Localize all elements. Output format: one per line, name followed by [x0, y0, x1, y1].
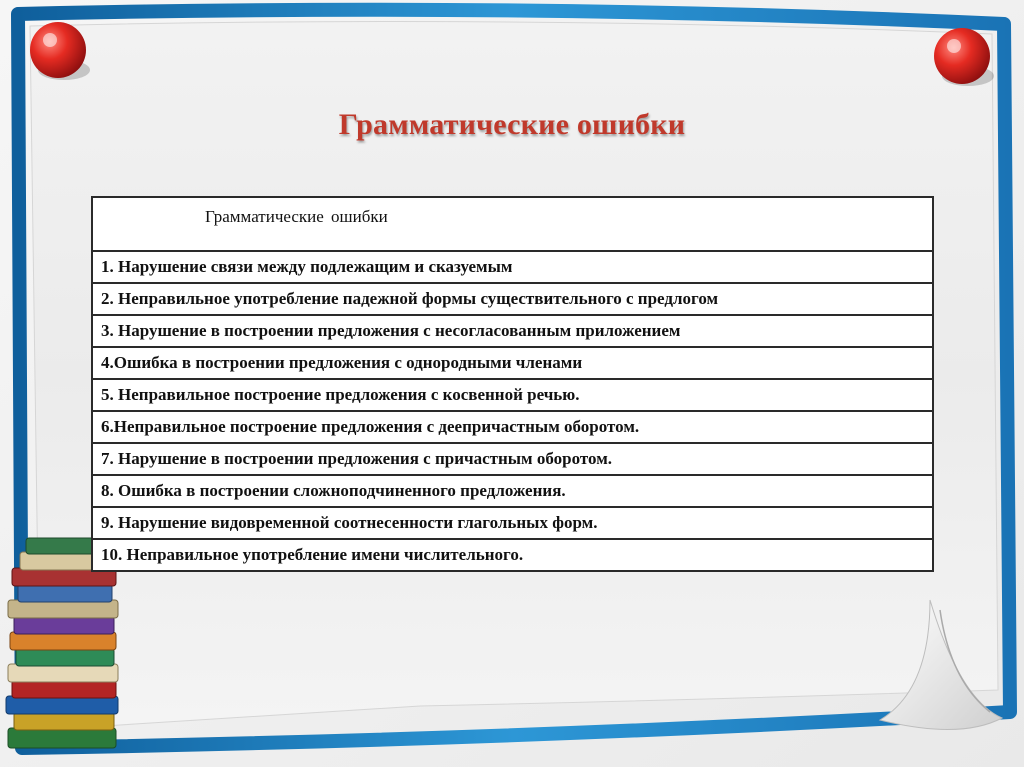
table-row: [92, 347, 933, 379]
table-cell: 3. Нарушение в построении предложения с несогласованным приложением: [92, 315, 933, 347]
table-row: [92, 379, 933, 411]
table-row: [92, 251, 933, 283]
table-cell: 6.Неправильное построение предложения с деепричастным оборотом.: [92, 411, 933, 443]
table-cell: 5. Неправильное построение предложения с косвенной речью.: [92, 379, 933, 411]
table-row: [92, 475, 933, 507]
table-cell: 1. Нарушение связи между подлежащим и сказуемым: [92, 251, 933, 283]
slide-title: Грамматические ошибки: [338, 108, 686, 141]
table-row: [92, 283, 933, 315]
table-cell: 9. Нарушение видовременной соотнесенности глагольных форм.: [92, 507, 933, 539]
table-row: [92, 507, 933, 539]
table-row: [92, 443, 933, 475]
table-cell: 8. Ошибка в построении сложноподчиненного предложения.: [92, 475, 933, 507]
table-header-row: [92, 197, 933, 251]
grammar-errors-table: [91, 196, 934, 572]
table-row: [92, 411, 933, 443]
table-cell: 4.Ошибка в построении предложения с однородными членами: [92, 347, 933, 379]
table-cell: 10. Неправильное употребление имени числительного.: [92, 539, 933, 571]
table-row: [92, 539, 933, 571]
table-header-text: Грамматические ошибки: [205, 207, 388, 226]
table-cell: 2. Неправильное употребление падежной формы существительного с предлогом: [92, 283, 933, 315]
table-row: [92, 315, 933, 347]
table-cell: 7. Нарушение в построении предложения с причастным оборотом.: [92, 443, 933, 475]
table-header-cell: [92, 197, 933, 251]
